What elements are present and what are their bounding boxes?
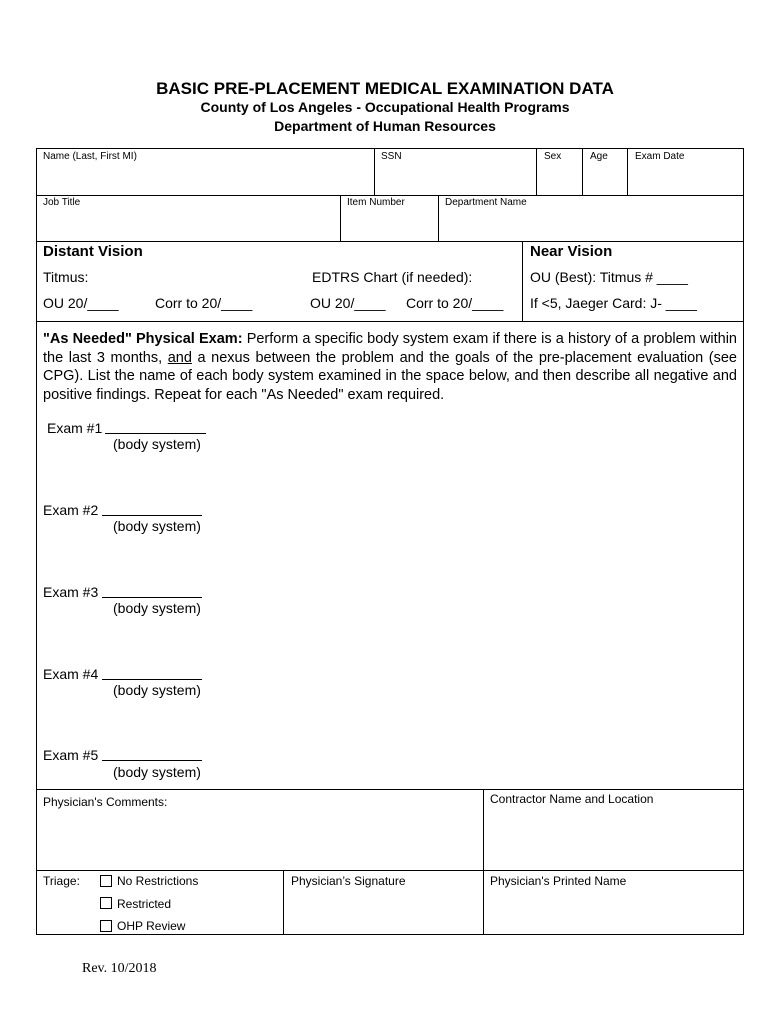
divider	[522, 241, 523, 321]
exam-2-body-system-caption: (body system)	[113, 518, 201, 534]
exam-3-findings-area[interactable]	[43, 620, 737, 664]
department-field[interactable]	[439, 211, 743, 240]
restricted-label: Restricted	[117, 897, 172, 911]
physician-comments-label: Physician's Comments:	[43, 795, 168, 809]
triage-label: Triage:	[43, 874, 80, 888]
job-title-field[interactable]	[37, 211, 339, 240]
item-number-field[interactable]	[341, 211, 437, 240]
exam-4-body-system-caption: (body system)	[113, 682, 201, 698]
instruction-text-1: Perform a specific body system exam if there is a history of a problem within the last 3 months,	[43, 331, 737, 366]
department-field-label: Department Name	[445, 197, 527, 208]
exam-date-field-label: Exam Date	[635, 151, 685, 162]
instruction-underlined: and	[167, 349, 192, 366]
row1-bottom-border	[36, 195, 744, 196]
exam-1-findings-area[interactable]	[43, 456, 737, 500]
age-field[interactable]	[583, 165, 626, 194]
name-field-label: Name (Last, First MI)	[43, 151, 137, 162]
ssn-field-label: SSN	[381, 151, 402, 162]
form-subtitle-county: County of Los Angeles - Occupational Health Programs	[200, 99, 570, 115]
exam-4-findings-area[interactable]	[43, 702, 737, 746]
near-vision-heading: Near Vision	[530, 243, 613, 260]
edtrs-corr-field[interactable]: Corr to 20/____	[406, 295, 504, 311]
physical-exam-heading: "As Needed" Physical Exam:	[43, 331, 243, 347]
exam-4-body-system-field[interactable]	[102, 664, 202, 680]
physical-exam-instructions	[43, 330, 737, 404]
titmus-label: Titmus:	[43, 269, 89, 285]
contractor-field[interactable]	[484, 810, 743, 869]
distant-corr-field[interactable]: Corr to 20/____	[155, 295, 253, 311]
exam-2-findings-area[interactable]	[43, 538, 737, 582]
exam-2-body-system-field[interactable]	[102, 500, 202, 516]
physician-signature-label: Physician’s Signature	[291, 874, 406, 888]
sex-field-label: Sex	[544, 151, 562, 162]
ssn-field[interactable]	[375, 165, 535, 194]
exam-3-label: Exam #3	[43, 584, 99, 600]
restricted-checkbox[interactable]	[100, 897, 112, 909]
distant-ou20-field[interactable]: OU 20/____	[43, 295, 119, 311]
comments-top-border	[36, 789, 744, 790]
ou-best-titmus-field[interactable]: OU (Best): Titmus # ____	[530, 269, 688, 285]
exam-1-body-system-field[interactable]	[105, 418, 206, 434]
edtrs-ou20-field[interactable]: OU 20/____	[310, 295, 386, 311]
form-title: BASIC PRE-PLACEMENT MEDICAL EXAMINATION DATA	[156, 79, 614, 98]
exam-5-label: Exam #5	[43, 747, 99, 763]
exam-1-body-system-caption: (body system)	[113, 436, 201, 452]
exam-5-body-system-field[interactable]	[102, 745, 202, 761]
vision-bottom-border	[36, 321, 744, 322]
distant-vision-heading: Distant Vision	[43, 243, 143, 260]
jaeger-card-field[interactable]: If <5, Jaeger Card: J- ____	[530, 295, 697, 311]
no-restrictions-checkbox[interactable]	[100, 875, 112, 887]
exam-2-label: Exam #2	[43, 502, 99, 518]
ohp-review-checkbox[interactable]	[100, 920, 112, 932]
age-field-label: Age	[590, 151, 608, 162]
exam-3-body-system-caption: (body system)	[113, 600, 201, 616]
exam-3-body-system-field[interactable]	[102, 582, 202, 598]
comments-bottom-border	[36, 870, 744, 871]
row2-bottom-border	[36, 241, 744, 242]
physician-printed-name-field[interactable]	[484, 890, 743, 934]
name-field[interactable]	[37, 165, 373, 194]
physician-comments-field[interactable]	[37, 812, 482, 869]
exam-date-field[interactable]	[628, 165, 743, 194]
item-number-field-label: Item Number	[347, 197, 405, 208]
edtrs-label: EDTRS Chart (if needed):	[312, 269, 473, 285]
job-title-field-label: Job Title	[43, 197, 81, 208]
revision-label: Rev. 10/2018	[82, 961, 157, 976]
form-subtitle-department: Department of Human Resources	[274, 118, 496, 134]
exam-4-label: Exam #4	[43, 666, 99, 682]
contractor-label: Contractor Name and Location	[490, 792, 654, 806]
exam-1-label: Exam #1	[47, 420, 103, 436]
physician-printed-name-label: Physician's Printed Name	[490, 874, 627, 888]
ohp-review-label: OHP Review	[117, 919, 186, 933]
instruction-text-2: a nexus between the problem and the goals of the pre-placement evaluation (see CPG). List the name of each body system examined in the space below, and then describe all negative and positive findings. Repeat for each "As Needed" exam required.	[43, 349, 737, 403]
no-restrictions-label: No Restrictions	[117, 874, 199, 888]
sex-field[interactable]	[537, 165, 581, 194]
exam-5-body-system-caption: (body system)	[113, 764, 201, 780]
physician-signature-field[interactable]	[284, 890, 482, 934]
